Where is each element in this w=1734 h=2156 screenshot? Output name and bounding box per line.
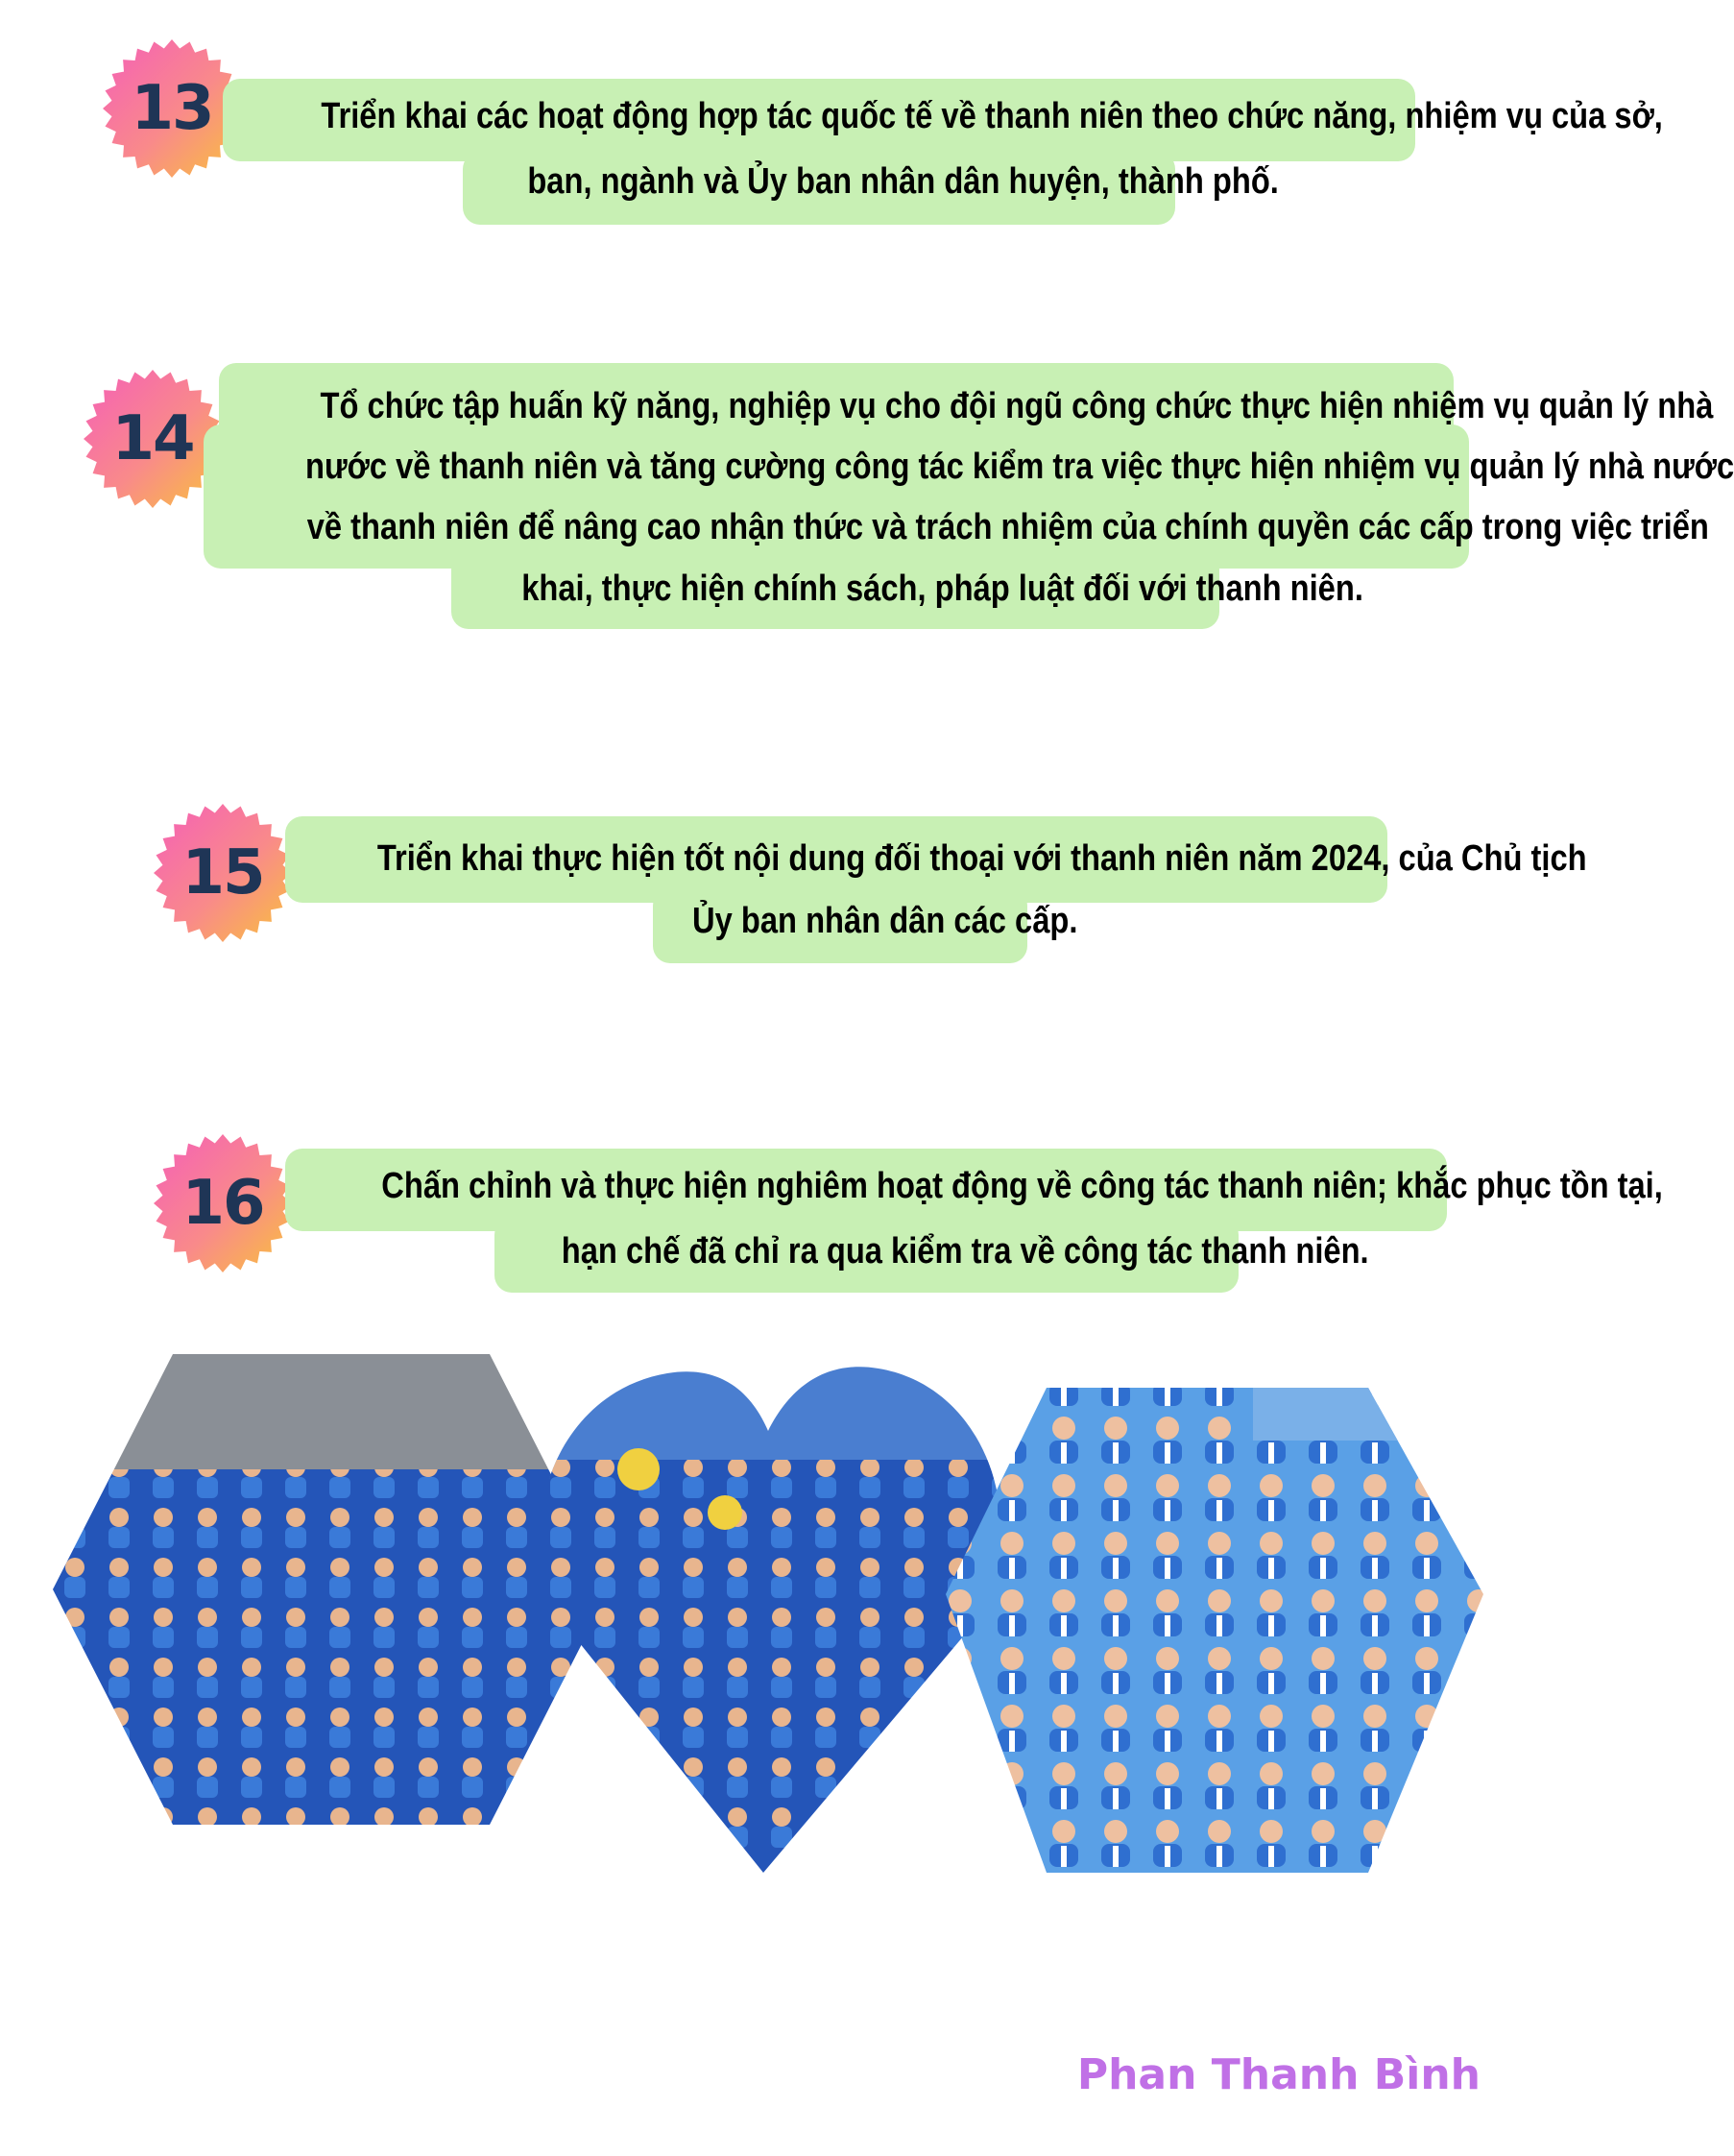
item-14-text-line-4: khai, thực hiện chính sách, pháp luật đối với thanh niên. [521, 569, 1363, 609]
item-16-text-line-1: Chấn chỉnh và thực hiện nghiêm hoạt động về công tác thanh niên; khắc phục tồn tại, [381, 1166, 1663, 1206]
item-number: 15 [181, 837, 264, 908]
item-15-text-line-2: Ủy ban nhân dân các cấp. [692, 901, 1078, 941]
item-number: 14 [111, 403, 194, 474]
item-14-text-line-3: về thanh niên để nâng cao nhận thức và trách nhiệm của chính quyền các cấp trong việc triển [306, 507, 1709, 547]
item-16-text-line-2: hạn chế đã chỉ ra qua kiểm tra về công tác thanh niên. [561, 1231, 1369, 1272]
number-badge-14 [83, 369, 223, 509]
author-credit: Phan Thanh Bình [1076, 2050, 1481, 2099]
item-14-text-line-2: nước về thanh niên và tăng cường công tác kiểm tra việc thực hiện nhiệm vụ quản lý nhà nước [305, 447, 1734, 487]
item-number: 13 [131, 73, 213, 144]
number-badge-16 [153, 1133, 293, 1273]
item-15-text-line-1: Triển khai thực hiện tốt nội dung đối thoại với thanh niên năm 2024, của Chủ tịch [376, 838, 1587, 879]
number-badge-15 [153, 803, 293, 943]
item-13-text-line-1: Triển khai các hoạt động hợp tác quốc tế về thanh niên theo chức năng, nhiệm vụ của sở, [321, 96, 1663, 136]
youth-photo-collage [53, 1354, 1493, 1882]
item-14-text-line-1: Tổ chức tập huấn kỹ năng, nghiệp vụ cho đội ngũ công chức thực hiện nhiệm vụ quản lý nhà [320, 386, 1714, 426]
item-number: 16 [181, 1168, 264, 1239]
number-badge-13 [102, 38, 242, 179]
item-13-text-line-2: ban, ngành và Ủy ban nhân dân huyện, thành phố. [527, 161, 1279, 202]
